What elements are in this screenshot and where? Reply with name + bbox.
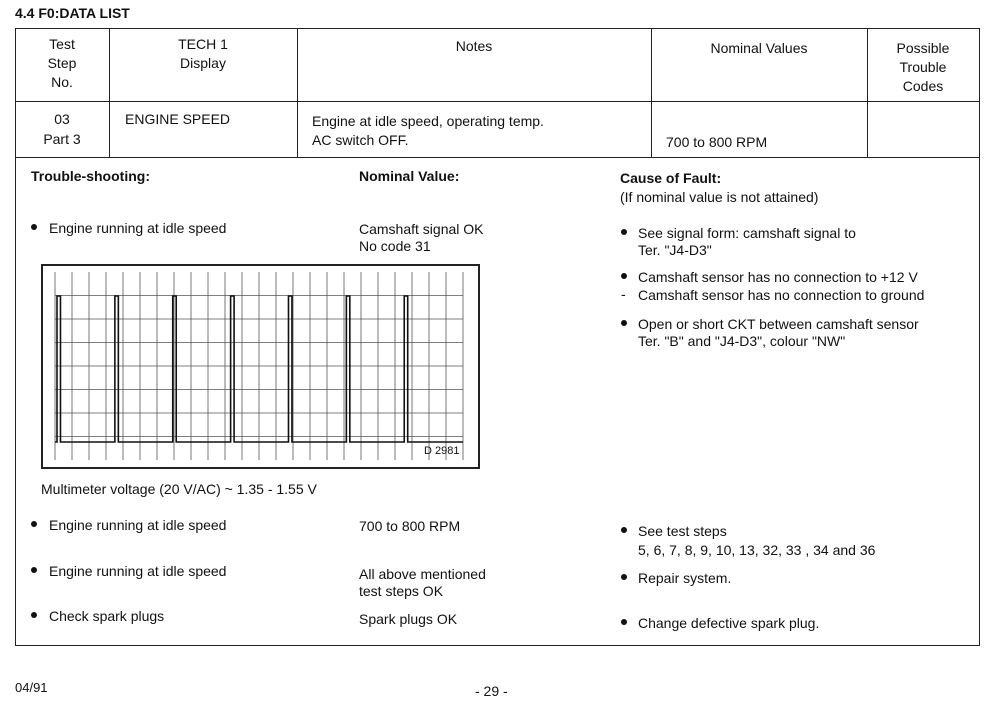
cause-text: Ter. "B" and "J4-D3", colour "NW" [638, 333, 846, 349]
bullet-icon [621, 320, 627, 326]
row-text: 03 [54, 111, 70, 127]
cause-item: Change defective spark plug. [638, 615, 820, 631]
header-text: Test [49, 36, 75, 52]
header-notes: Notes [455, 38, 493, 54]
nominal-text: No code 31 [359, 238, 431, 254]
figure-label: D 2981 [424, 445, 460, 457]
cause-item: Camshaft sensor has no connection to +12 V [638, 269, 918, 285]
bullet-icon [621, 527, 627, 533]
row-nominal-value: 700 to 800 RPM [666, 134, 768, 150]
footer-date: 04/91 [15, 680, 48, 695]
nominal-text: Camshaft signal OK [359, 221, 484, 237]
camshaft-signal-waveform [41, 264, 480, 469]
header-tech1-display [109, 36, 297, 72]
check-item: Engine running at idle speed [49, 563, 227, 579]
cause-text: Ter. "J4-D3" [638, 242, 712, 258]
bullet-icon [31, 224, 37, 230]
nominal-item [359, 221, 484, 255]
header-text: No. [51, 74, 73, 90]
bullet-icon [621, 273, 627, 279]
bullet-icon [621, 619, 627, 625]
row-text: AC switch OFF. [312, 132, 409, 148]
header-text: Trouble [899, 59, 947, 75]
cause-item: Camshaft sensor has no connection to ground [638, 287, 925, 303]
row-display: ENGINE SPEED [125, 111, 231, 127]
row-notes [312, 113, 544, 149]
cause-of-fault-heading: Cause of Fault: [620, 170, 722, 186]
troubleshooting-heading: Trouble-shooting: [31, 168, 150, 184]
cause-text: Open or short CKT between camshaft sensor [638, 316, 919, 332]
header-text: Display [180, 55, 226, 71]
check-item: Engine running at idle speed [49, 517, 227, 533]
nominal-item: Spark plugs OK [359, 611, 458, 627]
nominal-value-heading: Nominal Value: [359, 168, 460, 184]
header-text: Possible [896, 40, 950, 56]
header-text: Step [47, 55, 77, 71]
header-text: Codes [902, 78, 944, 94]
bullet-icon [31, 612, 37, 618]
header-text: TECH 1 [178, 36, 228, 52]
page-number: - 29 - [475, 683, 508, 699]
cause-item: Repair system. [638, 570, 732, 586]
cause-of-fault-subheading: (If nominal value is not attained) [620, 189, 819, 205]
check-item: Check spark plugs [49, 608, 165, 624]
multimeter-voltage-note: Multimeter voltage (20 V/AC) ~ 1.35 - 1.55 V [41, 481, 317, 497]
cause-item [638, 225, 856, 259]
header-nominal-values: Nominal Values [710, 40, 808, 56]
header-possible-trouble-codes [867, 40, 979, 95]
row-step-number [15, 111, 109, 148]
dash-marker: - [621, 286, 626, 302]
row-text: Engine at idle speed, operating temp. [312, 113, 544, 129]
nominal-item: 700 to 800 RPM [359, 518, 461, 534]
bullet-icon [621, 229, 627, 235]
section-title: 4.4 F0:DATA LIST [15, 5, 130, 21]
bullet-icon [31, 521, 37, 527]
bullet-icon [621, 574, 627, 580]
bullet-icon [31, 567, 37, 573]
cause-item [638, 316, 919, 350]
cause-text: See signal form: camshaft signal to [638, 225, 856, 241]
row-text: Part 3 [43, 131, 81, 147]
header-test-step [15, 36, 109, 91]
nominal-text: test steps OK [359, 583, 444, 599]
cause-text: See test steps [638, 523, 727, 539]
nominal-text: All above mentioned [359, 566, 486, 582]
cause-text: 5, 6, 7, 8, 9, 10, 13, 32, 33 , 34 and 36 [638, 542, 876, 558]
cause-item [638, 523, 875, 559]
nominal-item [359, 566, 486, 600]
check-item: Engine running at idle speed [49, 220, 227, 236]
